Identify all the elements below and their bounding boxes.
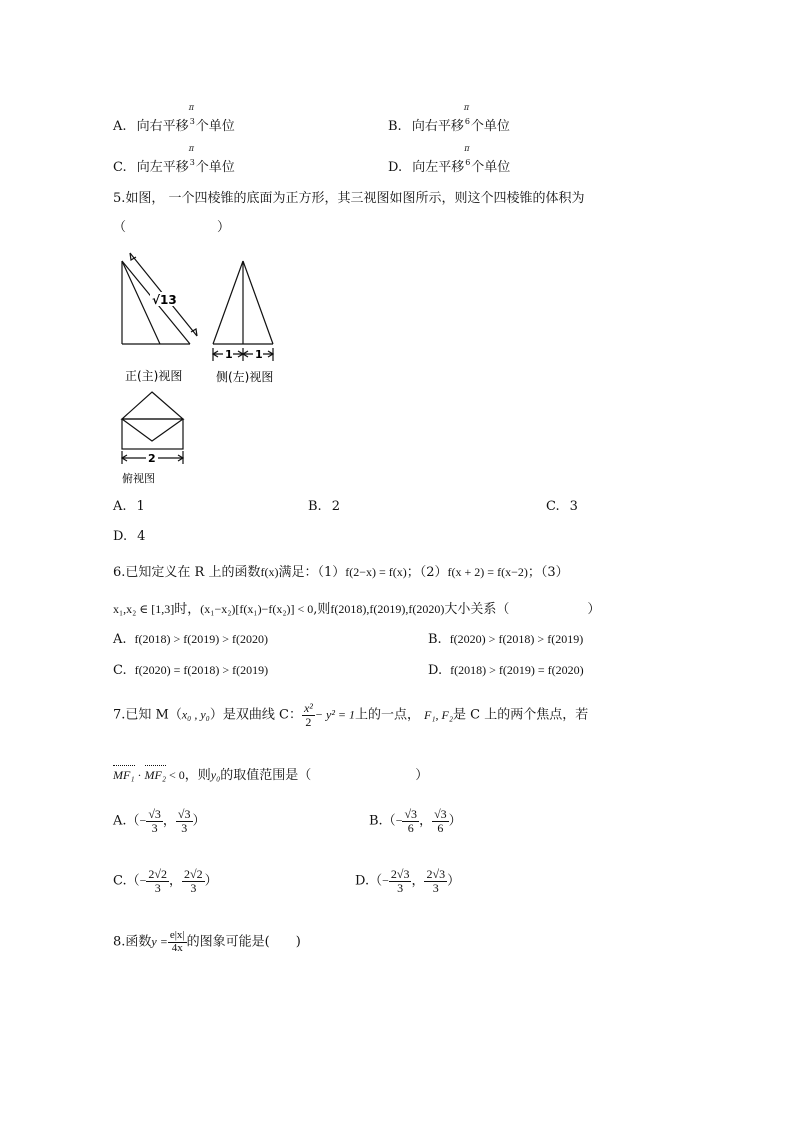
close-paren: ） xyxy=(447,873,461,889)
math-domain: x₁,x₂ ∈ [1,3] xyxy=(113,602,175,616)
stem-text: ,则 xyxy=(313,602,331,617)
fraction-denominator: 4x xyxy=(171,941,183,954)
stem-text: 的图象可能是( ) xyxy=(186,934,301,950)
fraction-denominator: 3 xyxy=(397,880,404,895)
fraction-numerator: e|x| xyxy=(169,929,185,941)
math-fx: f(x) xyxy=(260,565,279,579)
fraction-numerator: 2√3 xyxy=(426,867,446,881)
option-value: 2 xyxy=(331,499,340,514)
front-view-label: 正(主)视图 xyxy=(125,369,183,383)
fraction-denominator: 3 xyxy=(154,880,161,895)
stem-text: ；（3） xyxy=(527,565,569,580)
q7-stem-line1 xyxy=(113,702,588,728)
fraction-denominator: 3 xyxy=(151,820,158,835)
fraction-numerator: x² xyxy=(303,701,313,715)
option-label: D. xyxy=(388,160,403,175)
stem-text: 大小关系（ ） xyxy=(444,602,601,617)
fraction-numerator: π xyxy=(463,103,470,112)
option-fraction xyxy=(146,808,163,834)
q5-answer-blank: （ ） xyxy=(113,220,231,235)
option-label: B. xyxy=(388,119,402,134)
fraction-denominator: 6 xyxy=(437,820,444,835)
q4-option-d[interactable] xyxy=(388,144,511,175)
close-paren: ） xyxy=(448,813,462,829)
option-tail: 个单位 xyxy=(470,119,510,134)
comma: ， xyxy=(419,813,433,829)
math-condition-2: f(x + 2) = f(x−2) xyxy=(447,565,528,579)
fraction-numerator: √3 xyxy=(404,807,418,821)
option-value: 4 xyxy=(137,529,146,544)
math-inequality: < 0 xyxy=(166,768,185,782)
option-label: A.（ xyxy=(113,813,140,829)
dimension-one-right: 1 xyxy=(255,348,263,361)
option-fraction xyxy=(424,868,447,894)
q7-stem-line2 xyxy=(113,764,428,783)
option-fraction xyxy=(176,808,193,834)
q4-option-a[interactable] xyxy=(113,103,235,134)
q7-option-d[interactable] xyxy=(355,868,460,894)
stem-text: ；（2） xyxy=(406,565,448,580)
option-value: 1 xyxy=(136,499,145,514)
option-fraction xyxy=(402,808,419,834)
math-y-equals: y = xyxy=(151,934,168,949)
fraction-numerator: π xyxy=(464,144,470,153)
function-fraction xyxy=(168,930,187,954)
top-view-upper-triangle xyxy=(122,392,183,419)
math-minus: − xyxy=(139,813,147,828)
fraction-denominator: 3 xyxy=(190,880,197,895)
stem-text: 7.已知 M（ xyxy=(113,707,182,723)
fraction-denominator: 6 xyxy=(407,820,414,835)
comma: ， xyxy=(169,873,183,889)
option-label: A. xyxy=(113,499,127,514)
stem-text: ，则 xyxy=(184,768,211,783)
option-label: B. xyxy=(428,632,442,647)
q5-three-views-figure xyxy=(105,248,295,488)
fraction-numerator: √3 xyxy=(434,807,447,821)
fraction-numerator: √3 xyxy=(177,807,191,821)
option-label: D. xyxy=(428,663,443,678)
q7-option-b[interactable] xyxy=(369,808,462,834)
option-label: C. xyxy=(113,663,127,678)
q4-option-c[interactable] xyxy=(113,144,235,175)
fraction-denominator: 6 xyxy=(464,117,470,126)
math-condition-1: f(2−x) = f(x) xyxy=(345,565,407,579)
fraction-pi-over-3 xyxy=(188,144,196,171)
math-foci: F₁, F₂ xyxy=(424,707,454,722)
close-paren: ） xyxy=(192,813,206,829)
fraction-numerator: π xyxy=(188,144,195,153)
fraction-pi-over-3 xyxy=(188,103,196,130)
option-label: C. xyxy=(546,499,560,514)
vector-mf1: MF₁ xyxy=(113,768,135,782)
close-paren: ） xyxy=(204,873,218,889)
stem-text: 6.已知定义在 R 上的函数 xyxy=(113,565,261,580)
fraction-numerator: 2√2 xyxy=(184,867,203,881)
math-point: x₀ , y₀ xyxy=(181,707,210,722)
option-value: 3 xyxy=(569,499,578,514)
q6-option-b[interactable] xyxy=(428,632,583,647)
option-text: 向右平移 xyxy=(411,119,464,134)
option-label: D.（ xyxy=(355,873,383,889)
stem-text: 满足：（1） xyxy=(278,565,346,580)
option-label: C. xyxy=(113,160,127,175)
math-minus: − xyxy=(139,873,147,888)
top-view-label: 俯视图 xyxy=(122,472,155,485)
fraction-numerator: π xyxy=(188,103,194,112)
option-fraction xyxy=(146,868,169,894)
option-label: B.（ xyxy=(369,813,396,829)
side-view-right-edge xyxy=(243,261,273,344)
math-minus: − xyxy=(395,813,403,828)
option-tail: 个单位 xyxy=(471,160,511,175)
stem-text: 8.函数 xyxy=(113,934,152,950)
math-equation: − y² = 1 xyxy=(314,707,356,722)
dimension-one-left: 1 xyxy=(225,348,233,361)
q5-option-d[interactable] xyxy=(113,529,145,544)
stem-text: 上的一点， xyxy=(355,707,421,723)
q4-option-b[interactable] xyxy=(388,103,510,134)
top-view-square xyxy=(122,419,183,449)
q6-option-d[interactable] xyxy=(428,663,584,678)
math-inequality: (x₁−x₂)[f(x₁)−f(x₂)] < 0 xyxy=(200,602,314,616)
q6-stem-line1 xyxy=(113,561,569,580)
option-tail: 个单位 xyxy=(195,119,235,134)
q7-option-a[interactable] xyxy=(113,808,206,834)
fraction-numerator: √3 xyxy=(148,807,161,821)
vector-mf2: MF₂ xyxy=(144,768,166,782)
option-math: f(2020) = f(2018) > f(2019) xyxy=(134,663,269,677)
math-operator: · xyxy=(134,768,145,782)
option-tail: 个单位 xyxy=(195,160,235,175)
option-text: 向右平移 xyxy=(136,119,189,134)
fraction-pi-over-6 xyxy=(464,144,471,171)
q8-stem xyxy=(113,930,301,954)
option-label: C.（ xyxy=(113,873,140,889)
q5-option-a[interactable] xyxy=(113,499,145,514)
stem-text: 是 C 上的两个焦点，若 xyxy=(453,707,589,723)
fraction-denominator: 3 xyxy=(432,880,439,895)
q5-option-c[interactable] xyxy=(546,499,578,514)
dimension-sqrt13: √13 xyxy=(152,293,177,307)
option-text: 向左平移 xyxy=(412,160,465,175)
fraction-numerator: 2√3 xyxy=(390,867,410,881)
option-label: A. xyxy=(113,119,127,134)
option-math: f(2018) > f(2019) = f(2020) xyxy=(450,663,584,677)
option-math: f(2018) > f(2019) > f(2020) xyxy=(134,632,269,646)
fraction-numerator: 2√2 xyxy=(148,867,167,881)
top-view-inner-v xyxy=(122,419,183,441)
option-math: f(2020) > f(2018) > f(2019) xyxy=(449,632,584,646)
option-text: 向左平移 xyxy=(136,160,189,175)
option-label: A. xyxy=(113,632,127,647)
fraction-denominator: 3 xyxy=(189,117,195,126)
option-fraction xyxy=(432,808,449,834)
math-y0: y₀ xyxy=(210,768,221,782)
side-view-label: 侧(左)视图 xyxy=(216,370,274,384)
q5-stem: 5.如图， 一个四棱锥的底面为正方形，其三视图如图所示，则这个四棱锥的体积为 xyxy=(113,191,585,206)
stem-text: 的取值范围是（ ） xyxy=(220,768,429,783)
q6-option-a[interactable] xyxy=(113,632,268,647)
option-label: B. xyxy=(308,499,322,514)
q6-option-c[interactable] xyxy=(113,663,268,678)
fraction-denominator: 3 xyxy=(181,820,188,835)
q5-option-b[interactable] xyxy=(308,499,340,514)
comma: ， xyxy=(411,873,425,889)
stem-text: ）是双曲线 C： xyxy=(209,707,302,723)
option-fraction xyxy=(182,868,205,894)
stem-text: 时， xyxy=(174,602,201,617)
side-view xyxy=(213,261,273,361)
option-label: D. xyxy=(113,529,128,544)
fraction-pi-over-6 xyxy=(463,103,471,130)
q7-option-c[interactable] xyxy=(113,868,218,894)
q6-stem-line2 xyxy=(113,598,600,617)
dimension-two: 2 xyxy=(148,452,156,465)
hyperbola-fraction xyxy=(302,702,315,728)
option-fraction xyxy=(389,868,412,894)
math-minus: − xyxy=(382,873,389,888)
side-view-left-edge xyxy=(213,261,243,344)
fraction-denominator: 3 xyxy=(189,158,195,167)
fraction-denominator: 2 xyxy=(305,714,312,729)
math-values: f(2018),f(2019),f(2020) xyxy=(330,602,445,616)
comma: ， xyxy=(162,813,176,829)
fraction-denominator: 6 xyxy=(465,158,471,167)
